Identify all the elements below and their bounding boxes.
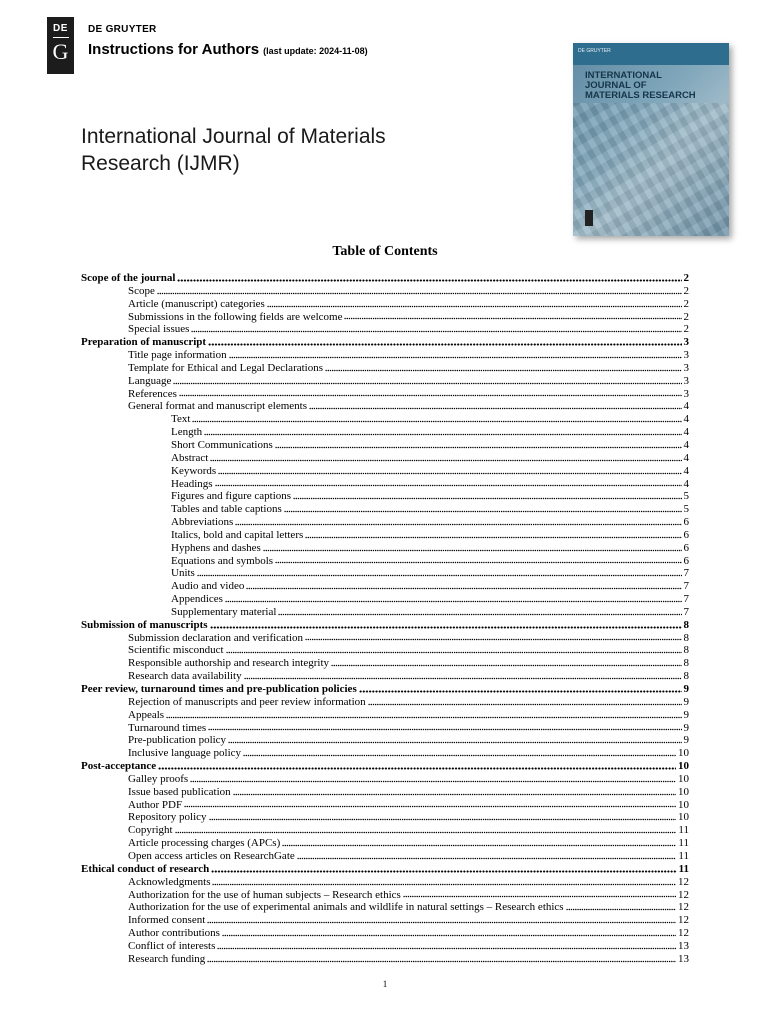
toc-entry-page: 4 bbox=[683, 400, 689, 413]
toc-entry[interactable] bbox=[81, 465, 689, 478]
toc-entry[interactable] bbox=[81, 811, 689, 824]
toc-leader-dots bbox=[192, 420, 681, 423]
toc-entry-page: 10 bbox=[678, 760, 689, 773]
toc-entry-title: Abstract bbox=[171, 451, 209, 464]
toc-leader-dots bbox=[179, 394, 682, 397]
toc-entry-title: Repository policy bbox=[128, 811, 207, 824]
toc-entry-page: 3 bbox=[683, 374, 689, 387]
toc-leader-dots bbox=[166, 716, 681, 719]
toc-entry[interactable] bbox=[81, 824, 689, 837]
toc-entry[interactable] bbox=[81, 837, 689, 850]
toc-entry-title: Open access articles on ResearchGate bbox=[128, 849, 295, 862]
toc-entry-page: 2 bbox=[683, 284, 689, 297]
toc-entry-page: 7 bbox=[683, 593, 689, 606]
toc-entry[interactable] bbox=[81, 375, 689, 388]
journal-cover-image bbox=[573, 43, 729, 236]
toc-entry[interactable] bbox=[81, 632, 689, 645]
toc-entry-page: 4 bbox=[683, 451, 689, 464]
toc-entry-page: 6 bbox=[683, 554, 689, 567]
toc-entry-page: 10 bbox=[678, 798, 689, 811]
toc-entry-title: Abbreviations bbox=[171, 516, 234, 529]
instructions-title-text: Instructions for Authors bbox=[88, 41, 260, 58]
toc-leader-dots bbox=[233, 793, 676, 796]
toc-entry-title: Submissions in the following fields are welcome bbox=[128, 310, 343, 323]
toc-entry-page: 6 bbox=[683, 541, 689, 554]
toc-entry[interactable] bbox=[81, 773, 689, 786]
toc-entry-title: Template for Ethical and Legal Declarations bbox=[128, 361, 324, 374]
toc-entry-page: 8 bbox=[683, 657, 689, 670]
toc-entry-title: Pre-publication policy bbox=[128, 734, 227, 747]
toc-entry-page: 11 bbox=[678, 849, 689, 862]
toc-entry-title: Language bbox=[128, 374, 172, 387]
toc-leader-dots bbox=[244, 677, 682, 680]
toc-entry-title: Italics, bold and capital letters bbox=[171, 528, 304, 541]
toc-leader-dots bbox=[209, 818, 676, 821]
toc-entry-page: 8 bbox=[683, 631, 689, 644]
logo-de-text: DE bbox=[53, 23, 68, 34]
toc-entry-page: 2 bbox=[683, 297, 689, 310]
toc-entry-title: Copyright bbox=[128, 824, 173, 837]
toc-entry-page: 7 bbox=[683, 605, 689, 618]
toc-entry-page: 3 bbox=[683, 387, 689, 400]
toc-leader-dots bbox=[197, 574, 682, 577]
toc-entry[interactable] bbox=[81, 876, 689, 889]
toc-heading: Table of Contents bbox=[332, 244, 438, 259]
toc-leader-dots bbox=[215, 484, 682, 487]
toc-leader-dots bbox=[263, 549, 682, 552]
toc-entry[interactable] bbox=[81, 388, 689, 401]
toc-entry[interactable] bbox=[81, 760, 689, 773]
toc-entry[interactable] bbox=[81, 709, 689, 722]
toc-leader-dots bbox=[211, 870, 676, 873]
toc-entry-page: 11 bbox=[678, 837, 689, 850]
toc-leader-dots bbox=[222, 934, 676, 937]
toc-entry[interactable] bbox=[81, 349, 689, 362]
toc-entry[interactable] bbox=[81, 555, 689, 568]
toc-entry-title: Ethical conduct of research bbox=[81, 862, 210, 875]
toc-entry-page: 4 bbox=[683, 477, 689, 490]
toc-leader-dots bbox=[204, 433, 681, 436]
toc-entry-page: 10 bbox=[678, 747, 689, 760]
toc-leader-dots bbox=[175, 831, 677, 834]
toc-leader-dots bbox=[208, 728, 681, 731]
toc-entry-title: Length bbox=[171, 426, 203, 439]
toc-leader-dots bbox=[403, 895, 676, 898]
toc-entry-title: Supplementary material bbox=[171, 605, 277, 618]
toc-entry-page: 12 bbox=[678, 901, 689, 914]
toc-entry-page: 6 bbox=[683, 516, 689, 529]
toc-entry[interactable] bbox=[81, 413, 689, 426]
toc-entry-title: Rejection of manuscripts and peer review information bbox=[128, 695, 366, 708]
degruyter-logo bbox=[47, 17, 74, 74]
toc-leader-dots bbox=[207, 921, 676, 924]
toc-entry-title: Issue based publication bbox=[128, 785, 231, 798]
toc-leader-dots bbox=[184, 805, 676, 808]
publisher-name: DE GRUYTER bbox=[88, 24, 157, 35]
toc-leader-dots bbox=[217, 947, 676, 950]
toc-entry-title: Acknowledgments bbox=[128, 875, 211, 888]
toc-entry-title: Galley proofs bbox=[128, 772, 189, 785]
toc-entry-page: 9 bbox=[683, 683, 689, 695]
toc-entry-title: Scope of the journal bbox=[81, 272, 176, 284]
toc-entry[interactable] bbox=[81, 426, 689, 439]
toc-entry[interactable] bbox=[81, 323, 689, 336]
toc-leader-dots bbox=[235, 523, 681, 526]
toc-leader-dots bbox=[297, 857, 677, 860]
toc-leader-dots bbox=[325, 369, 681, 372]
toc-entry[interactable] bbox=[81, 529, 689, 542]
toc-entry[interactable] bbox=[81, 516, 689, 529]
toc-entry-page: 2 bbox=[683, 310, 689, 323]
toc-leader-dots bbox=[566, 908, 676, 911]
toc-entry-page: 13 bbox=[678, 939, 689, 952]
toc-leader-dots bbox=[282, 844, 676, 847]
toc-entry[interactable] bbox=[81, 901, 689, 914]
toc-entry-title: Research data availability bbox=[128, 670, 242, 683]
toc-entry-title: Hyphens and dashes bbox=[171, 541, 261, 554]
toc-entry[interactable] bbox=[81, 914, 689, 927]
page-number: 1 bbox=[382, 979, 388, 989]
toc-leader-dots bbox=[309, 407, 682, 410]
toc-leader-dots bbox=[229, 356, 682, 359]
toc-entry-page: 10 bbox=[678, 811, 689, 824]
cover-band bbox=[573, 43, 729, 65]
toc-leader-dots bbox=[243, 754, 676, 757]
toc-leader-dots bbox=[278, 613, 681, 616]
toc-entry[interactable] bbox=[81, 298, 689, 311]
toc-entry-title: Scientific misconduct bbox=[128, 644, 224, 657]
toc-entry-page: 4 bbox=[683, 413, 689, 426]
toc-entry-page: 9 bbox=[683, 695, 689, 708]
toc-entry-title: Special issues bbox=[128, 323, 190, 336]
toc-entry-title: Article processing charges (APCs) bbox=[128, 837, 281, 850]
cover-title: INTERNATIONAL JOURNAL OF MATERIALS RESEARCH bbox=[585, 70, 696, 101]
toc-entry[interactable] bbox=[81, 619, 689, 632]
toc-leader-dots bbox=[344, 317, 681, 320]
toc-leader-dots bbox=[210, 459, 681, 462]
toc-entry-title: Audio and video bbox=[171, 580, 245, 593]
toc-entry[interactable] bbox=[81, 452, 689, 465]
cover-logo bbox=[585, 210, 593, 226]
toc-entry[interactable] bbox=[81, 311, 689, 324]
toc-entry-page: 8 bbox=[683, 670, 689, 683]
toc-entry-page: 5 bbox=[683, 490, 689, 503]
toc-entry[interactable] bbox=[81, 722, 689, 735]
toc-entry[interactable] bbox=[81, 272, 689, 285]
toc-entry-title: Preparation of manuscript bbox=[81, 336, 207, 349]
toc-entry-page: 12 bbox=[678, 875, 689, 888]
last-update-text: (last update: 2024-11-08) bbox=[263, 46, 368, 56]
toc-entry-page: 4 bbox=[683, 426, 689, 439]
toc-entry[interactable] bbox=[81, 400, 689, 413]
toc-entry-title: Post-acceptance bbox=[81, 760, 157, 773]
toc-leader-dots bbox=[212, 883, 676, 886]
toc-entry-title: Appeals bbox=[128, 708, 165, 721]
toc-entry-page: 6 bbox=[683, 528, 689, 541]
toc-entry-page: 12 bbox=[678, 914, 689, 927]
toc-entry-title: References bbox=[128, 387, 177, 400]
toc-entry[interactable] bbox=[81, 580, 689, 593]
toc-entry-page: 9 bbox=[683, 734, 689, 747]
toc-entry[interactable] bbox=[81, 503, 689, 516]
toc-entry-page: 10 bbox=[678, 785, 689, 798]
toc-entry-page: 11 bbox=[678, 862, 689, 875]
toc-entry-page: 4 bbox=[683, 464, 689, 477]
toc-entry-title: Article (manuscript) categories bbox=[128, 297, 265, 310]
toc-entry[interactable] bbox=[81, 567, 689, 580]
toc-entry[interactable] bbox=[81, 644, 689, 657]
toc-entry-title: Informed consent bbox=[128, 914, 206, 927]
toc-entry-page: 3 bbox=[683, 336, 689, 349]
instructions-title bbox=[88, 41, 368, 58]
toc-entry-page: 12 bbox=[678, 927, 689, 940]
logo-g-text: G bbox=[52, 39, 69, 64]
toc-leader-dots bbox=[305, 536, 681, 539]
toc-entry[interactable] bbox=[81, 657, 689, 670]
toc-entry-title: Responsible authorship and research integrity bbox=[128, 657, 330, 670]
toc-entry[interactable] bbox=[81, 683, 689, 696]
toc-leader-dots bbox=[207, 960, 676, 963]
toc-entry[interactable] bbox=[81, 336, 689, 349]
toc-entry-title: Research funding bbox=[128, 952, 206, 965]
toc-entry-title: Conflict of interests bbox=[128, 939, 216, 952]
toc-entry[interactable] bbox=[81, 670, 689, 683]
toc-entry-title: Submission of manuscripts bbox=[81, 618, 208, 631]
toc-entry[interactable] bbox=[81, 362, 689, 375]
cover-brand: DE GRUYTER bbox=[578, 48, 611, 54]
toc-entry[interactable] bbox=[81, 542, 689, 555]
toc-leader-dots bbox=[210, 626, 682, 629]
toc-entry-title: Peer review, turnaround times and pre-publication policies bbox=[81, 683, 357, 695]
toc-leader-dots bbox=[177, 279, 681, 282]
toc-entry[interactable] bbox=[81, 439, 689, 452]
toc-entry-title: Turnaround times bbox=[128, 721, 207, 734]
logo-divider bbox=[53, 37, 69, 38]
journal-title: International Journal of Materials Research (IJMR) bbox=[81, 125, 386, 175]
toc-entry-title: Authorization for the use of human subjects – Research ethics bbox=[128, 888, 401, 901]
toc-entry[interactable] bbox=[81, 490, 689, 503]
toc-entry-page: 5 bbox=[683, 503, 689, 516]
toc-entry-page: 2 bbox=[683, 323, 689, 336]
toc-entry-page: 13 bbox=[678, 952, 689, 965]
toc-entry-page: 4 bbox=[683, 438, 689, 451]
toc-entry[interactable] bbox=[81, 850, 689, 863]
toc-entry-title: Tables and table captions bbox=[171, 503, 282, 516]
toc-entry-title: Short Communications bbox=[171, 438, 273, 451]
toc-entry[interactable] bbox=[81, 696, 689, 709]
toc-entry-title: Inclusive language policy bbox=[128, 747, 242, 760]
table-of-contents bbox=[81, 272, 689, 966]
toc-entry-page: 3 bbox=[683, 349, 689, 362]
toc-entry[interactable] bbox=[81, 285, 689, 298]
toc-entry-page: 11 bbox=[678, 824, 689, 837]
toc-entry-title: Text bbox=[171, 413, 191, 426]
toc-leader-dots bbox=[158, 767, 676, 770]
toc-entry[interactable] bbox=[81, 606, 689, 619]
toc-leader-dots bbox=[275, 561, 681, 564]
toc-leader-dots bbox=[173, 382, 681, 385]
toc-leader-dots bbox=[284, 510, 682, 513]
toc-leader-dots bbox=[368, 703, 682, 706]
toc-entry-page: 10 bbox=[678, 772, 689, 785]
toc-entry-title: Authorization for the use of experimental animals and wildlife in natural settings – Research ethics bbox=[128, 901, 564, 914]
toc-entry[interactable] bbox=[81, 593, 689, 606]
toc-leader-dots bbox=[267, 305, 682, 308]
toc-entry-page: 9 bbox=[683, 721, 689, 734]
toc-leader-dots bbox=[157, 292, 682, 295]
toc-leader-dots bbox=[208, 343, 681, 346]
toc-entry-page: 9 bbox=[683, 708, 689, 721]
toc-entry[interactable] bbox=[81, 734, 689, 747]
toc-entry[interactable] bbox=[81, 747, 689, 760]
toc-entry-title: Headings bbox=[171, 477, 213, 490]
toc-entry[interactable] bbox=[81, 478, 689, 491]
toc-entry-title: Figures and figure captions bbox=[171, 490, 292, 503]
toc-entry-page: 8 bbox=[683, 644, 689, 657]
toc-entry[interactable] bbox=[81, 799, 689, 812]
toc-entry-title: General format and manuscript elements bbox=[128, 400, 307, 413]
toc-entry-title: Submission declaration and verification bbox=[128, 631, 304, 644]
toc-entry-page: 7 bbox=[683, 567, 689, 580]
toc-entry-page: 2 bbox=[683, 272, 689, 284]
toc-leader-dots bbox=[293, 497, 681, 500]
toc-entry[interactable] bbox=[81, 940, 689, 953]
toc-entry-title: Author PDF bbox=[128, 798, 183, 811]
toc-leader-dots bbox=[359, 690, 682, 693]
toc-entry[interactable] bbox=[81, 889, 689, 902]
toc-entry-page: 3 bbox=[683, 361, 689, 374]
toc-entry-page: 7 bbox=[683, 580, 689, 593]
toc-leader-dots bbox=[191, 330, 681, 333]
toc-entry[interactable] bbox=[81, 786, 689, 799]
toc-leader-dots bbox=[246, 587, 681, 590]
toc-entry-title: Keywords bbox=[171, 464, 217, 477]
toc-entry-title: Equations and symbols bbox=[171, 554, 274, 567]
toc-leader-dots bbox=[226, 651, 682, 654]
toc-entry-title: Scope bbox=[128, 284, 155, 297]
toc-leader-dots bbox=[228, 741, 681, 744]
toc-leader-dots bbox=[275, 446, 682, 449]
toc-entry[interactable] bbox=[81, 953, 689, 966]
toc-entry-page: 8 bbox=[683, 618, 689, 631]
toc-leader-dots bbox=[305, 638, 681, 641]
toc-leader-dots bbox=[225, 600, 682, 603]
toc-entry-page: 12 bbox=[678, 888, 689, 901]
cover-texture bbox=[573, 103, 729, 236]
toc-leader-dots bbox=[218, 472, 681, 475]
toc-leader-dots bbox=[190, 780, 676, 783]
toc-entry[interactable] bbox=[81, 927, 689, 940]
toc-entry-title: Title page information bbox=[128, 349, 227, 362]
toc-entry-title: Units bbox=[171, 567, 195, 580]
toc-entry-title: Appendices bbox=[171, 593, 223, 606]
toc-entry-title: Author contributions bbox=[128, 927, 220, 940]
toc-leader-dots bbox=[331, 664, 681, 667]
toc-entry[interactable] bbox=[81, 863, 689, 876]
